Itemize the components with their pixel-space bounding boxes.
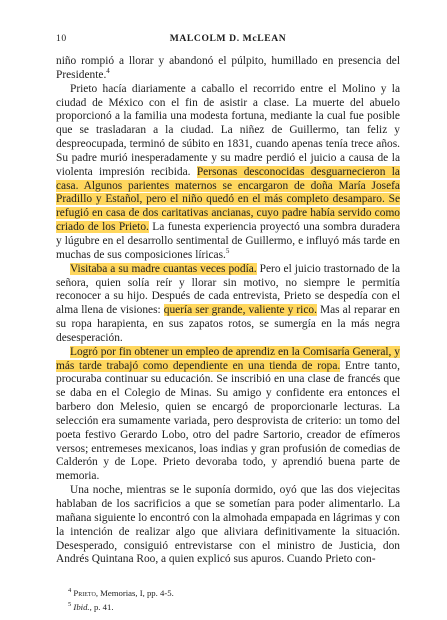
page-number: 10	[56, 33, 67, 44]
highlighted-text: Logró por fin obtener un empleo de aprendiz en la Comisaría General, y más tarde trabajó como dependiente en una tienda de ropa.	[56, 345, 400, 372]
highlighted-text: Visitaba a su madre cuantas veces podía.	[70, 262, 257, 275]
footnote-ref: 4	[106, 67, 110, 76]
paragraph	[56, 83, 400, 263]
paragraph	[56, 346, 400, 484]
text-run: Entre tanto, procuraba continuar su educación. Se inscribió en una clase de francés que se daba en el Colegio de Minas. Su amigo y confidente era entonces el barbero don Melesio, quien se encargó de proporcionarle lecturas. La selección era sumamente variada, pero desprovista de criterio: un tomo del poeta festivo Gerardo Lobo, otro del padre Sartorio, creador de efímeros versos; entremeses mexicanos, loas indias y gran profusión de comedias de Calderón y de Lope. Prieto devoraba todo, y aprendió buena parte de memoria.	[56, 359, 400, 483]
paragraph	[56, 484, 400, 567]
footnote-citation: , Memorias, I, pp. 4-5.	[95, 587, 174, 598]
footnote-marker: 4	[68, 587, 72, 594]
text-run: Pero el juicio trastornado de la señora, quien solía reír y llorar sin motivo, no siempre le permitía reconocer a su hijo. Después de cada entrevista, Prieto se despedía con el alma llena de visiones:	[56, 262, 401, 317]
footnote-citation: , p. 41.	[89, 601, 114, 612]
text-run: Una noche, mientras se le suponía dormido, oyó que las dos viejecitas hablaban de los sacrificios a que se sometían para poder alimentarlo. La mañana siguiente lo encontró con la almohada empapada en lágrimas y con la intención de realizar algo que aliviara definitivamente la situación. Desesperado, consiguió entrevistarse con el ministro de Justicia, don Andrés Quintana Roo, a quien explicó sus apuros. Cuando Prieto con-	[56, 484, 400, 566]
highlighted-text: Personas desconocidas desguarnecieron la casa. Algunos parientes maternos se encargaron de doña María Josefa Pradillo y Estañol, pero el niño quedó en el más completo desamparo. Se refugió en casa de dos caritativas ancianas, cuyo padre había servido como criado de los Prieto.	[56, 165, 400, 234]
text-run: La funesta experiencia proyectó una sombra duradera y lúgubre en el desarrollo sentimental de Guillermo, e influyó más tarde en muchas de sus composiciones líricas.	[56, 221, 400, 261]
footnote	[56, 599, 400, 613]
footnotes	[56, 585, 400, 613]
footnote-source: Prieto	[73, 587, 96, 598]
footnote-marker: 5	[68, 600, 72, 608]
text-run: Prieto hacía diariamente a caballo el recorrido entre el Molino y la ciudad de México con el fin de asistir a clase. La muerte del abuelo proporcionó a la familia una modesta fortuna, mediante la cual fue posible que se trasladaran a la ciudad. La niñez de Guillermo, tan feliz y despreocupada, terminó de súbito en 1831, cuando apenas tenía trece años. Su padre murió inesperadamente y su madre perdió el juicio a causa de la violenta impresión recibida.	[56, 82, 400, 178]
footnote	[56, 585, 400, 599]
running-header	[56, 33, 400, 47]
running-title: MALCOLM D. McLEAN	[169, 33, 287, 44]
text-run: Mas al reparar en su ropa harapienta, en sus zapatos rotos, se sumergía en la más negra desesperación.	[56, 304, 400, 344]
paragraph	[56, 263, 400, 346]
text-run: niño rompió a llorar y abandonó el púlpito, humillado en presencia del Presidente.	[56, 55, 400, 81]
highlighted-text: quería ser grande, valiente y rico.	[163, 304, 317, 317]
body-text	[56, 55, 400, 567]
footnote-ref: 5	[225, 247, 230, 256]
footnote-source: Ibid.	[73, 601, 90, 612]
paragraph	[56, 55, 400, 83]
